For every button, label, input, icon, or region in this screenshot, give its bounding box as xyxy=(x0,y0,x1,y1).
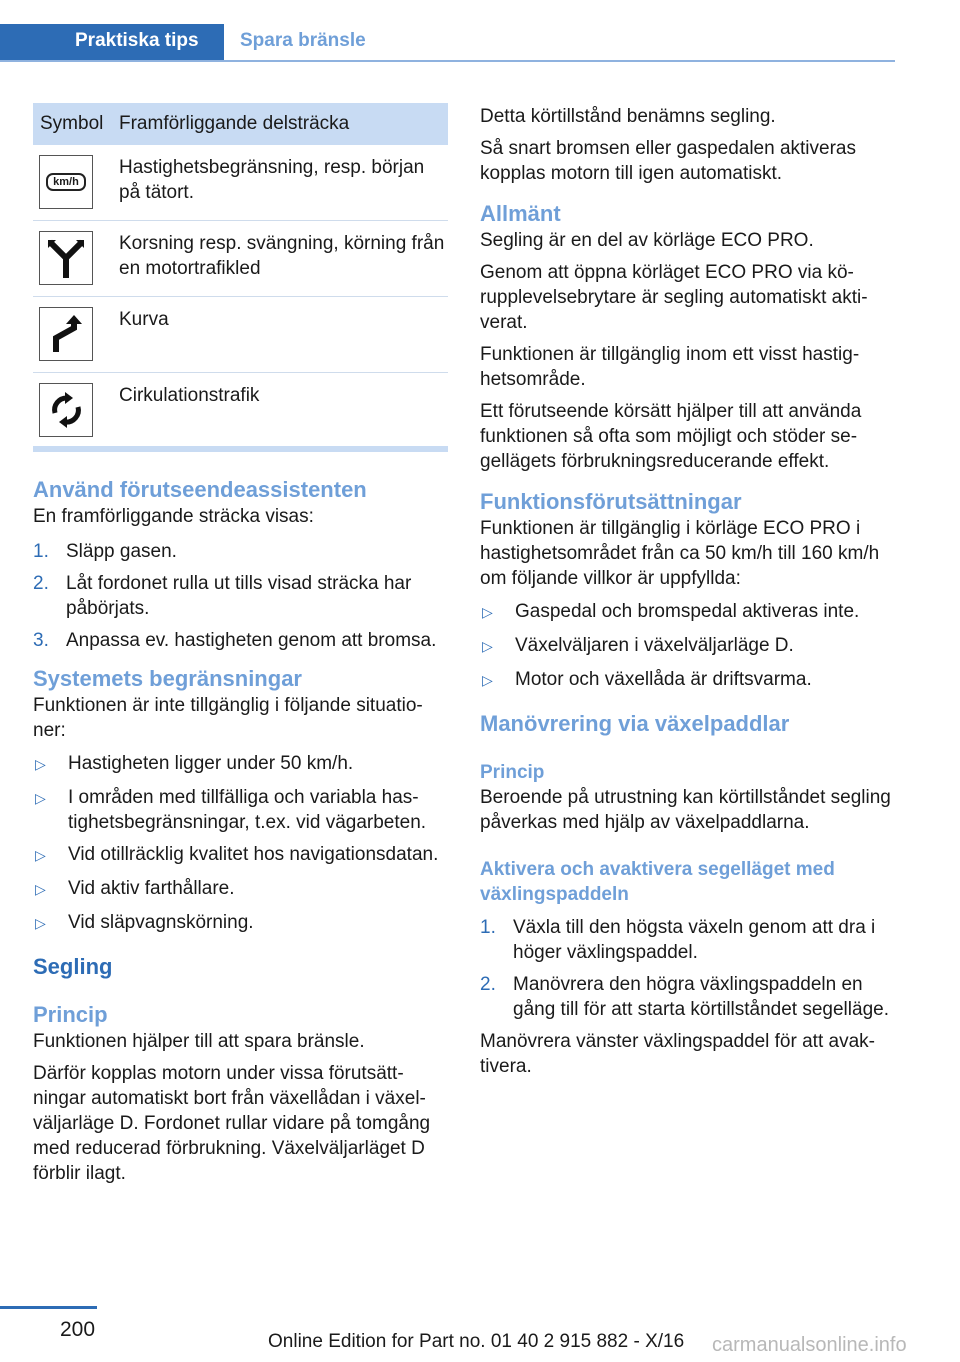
allmant-p2: Genom att öppna körläget ECO PRO via körupplevelsebrytare är segling automatiskt aktiverat. xyxy=(480,262,868,333)
list-item: ▷ Hastigheten ligger under 50 km/h. xyxy=(33,751,448,778)
left-column xyxy=(33,476,448,1193)
limits-intro: Funktionen är inte tillgänglig i följande situationer: xyxy=(33,695,423,741)
list-item: ▷ Växelväljaren i växelväljarläge D. xyxy=(480,633,895,660)
list-item: 1. Växla till den högsta växeln genom att dra i höger växlingspaddel. xyxy=(480,917,876,963)
list-item: 1. Släpp gasen. xyxy=(33,541,177,562)
edition-note: Online Edition for Part no. 01 40 2 915 882 - X/16 xyxy=(268,1331,685,1352)
forut-p: Funktionen är tillgänglig i körläge ECO PRO i hastighetsområdet från ca 50 km/h till 160 km/h om följande villkor är uppfyllda: xyxy=(480,518,880,589)
triangle-bullet-icon: ▷ xyxy=(35,790,46,806)
junction-icon xyxy=(39,231,93,285)
table-bottom-bar xyxy=(33,446,448,452)
heading-system-limits: Systemets begränsningar xyxy=(33,666,302,691)
triangle-bullet-icon: ▷ xyxy=(35,847,46,863)
list-item: ▷ I områden med tillfälliga och variabla hastighetsbegränsningar, t.ex. vid vägarbeten. xyxy=(35,787,427,833)
list-item: ▷ Vid aktiv farthållare. xyxy=(33,876,448,903)
table-row xyxy=(33,297,448,373)
allmant-p1: Segling är en del av körläge ECO PRO. xyxy=(480,230,814,251)
table-row xyxy=(33,373,448,449)
header-divider xyxy=(0,60,895,62)
list-item: 2. Manövrera den högra växlingspaddeln en gång till för att starta körtillståndet segelläge. xyxy=(480,974,889,1020)
footer-divider xyxy=(0,1306,97,1309)
triangle-bullet-icon: ▷ xyxy=(482,672,493,688)
heading-aktivera: Aktivera och avaktivera segelläget med växlingspaddeln xyxy=(480,859,835,905)
triangle-bullet-icon: ▷ xyxy=(35,915,46,931)
table-row xyxy=(33,221,448,297)
list-item: ▷ Vid släpvagnskörning. xyxy=(33,910,448,937)
steps-list xyxy=(33,539,448,653)
allmant-p3: Funktionen är tillgänglig inom ett visst hastighetsområde. xyxy=(480,344,860,390)
table-header-section: Framförliggande delsträcka xyxy=(113,103,448,145)
list-item: ▷ Motor och växellåda är driftsvarma. xyxy=(480,667,895,694)
table-cell-text: Cirkulationstrafik xyxy=(113,373,448,449)
table-header-row xyxy=(33,103,448,145)
conditions-list xyxy=(480,599,895,694)
heading-segling: Segling xyxy=(33,954,113,979)
triangle-bullet-icon: ▷ xyxy=(35,881,46,897)
princip-p2: Därför kopplas motorn under vissa förutsättningar automatiskt bort från växellådan i växelväljarläge D. Fordonet rullar vidare på tomgång med reducerad förbrukning. Växelväljarläget D förblir ilagt. xyxy=(33,1063,431,1184)
heading-manovrering: Manövrering via växelpaddlar xyxy=(480,711,790,736)
heading-use-assistant: Använd förutseendeassistenten xyxy=(33,477,367,502)
table-cell-text: Hastighetsbegränsning, resp. början på tätort. xyxy=(113,145,448,221)
page-number: 200 xyxy=(60,1318,96,1341)
segling-p2: Så snart bromsen eller gaspedalen aktiveras kopplas motorn till igen automatiskt. xyxy=(480,138,856,184)
list-item: 2. Låt fordonet rulla ut tills visad sträcka har påbörjats. xyxy=(33,573,412,619)
heading-princip: Princip xyxy=(33,1002,108,1027)
aktivera-steps xyxy=(480,915,895,1022)
princip-p1: Funktionen hjälper till att spara bränsle. xyxy=(33,1031,365,1052)
curve-icon xyxy=(39,307,93,361)
table-cell-text: Korsning resp. svängning, körning från en motortrafikled xyxy=(113,221,448,297)
right-column xyxy=(480,104,895,1086)
symbol-table xyxy=(33,103,448,449)
use-intro: En framförliggande sträcka visas: xyxy=(33,506,314,527)
table-cell-text: Kurva xyxy=(113,297,448,373)
header-tab-praktiska-tips xyxy=(0,24,224,61)
triangle-bullet-icon: ▷ xyxy=(35,756,46,772)
table-row xyxy=(33,145,448,221)
triangle-bullet-icon: ▷ xyxy=(482,638,493,654)
limits-list xyxy=(33,751,448,937)
table-header-symbol: Symbol xyxy=(33,103,113,145)
list-item: ▷ Gaspedal och bromspedal aktiveras inte. xyxy=(480,599,895,626)
list-item: ▷ Vid otillräcklig kvalitet hos navigationsdatan. xyxy=(33,842,448,869)
header-tab-active-label: Praktiska tips xyxy=(75,30,199,51)
aktivera-p: Manövrera vänster växlingspaddel för att avaktivera. xyxy=(480,1031,875,1077)
kmh-label: km/h xyxy=(46,173,86,191)
heading-allmant: Allmänt xyxy=(480,201,561,226)
manov-p: Beroende på utrustning kan körtillståndet segling påverkas med hjälp av växelpaddlarna. xyxy=(480,787,891,833)
header-tab-spara-bransle: Spara bränsle xyxy=(240,30,366,51)
segling-p1: Detta körtillstånd benämns segling. xyxy=(480,106,776,127)
watermark: carmanualsonline.info xyxy=(712,1334,907,1356)
speed-limit-kmh-icon xyxy=(39,155,93,209)
allmant-p4: Ett förutseende körsätt hjälper till att använda funktionen så ofta som möjligt och stöder segellägets förbrukningsreducerande effekt. xyxy=(480,401,862,472)
triangle-bullet-icon: ▷ xyxy=(482,604,493,620)
roundabout-icon xyxy=(39,383,93,437)
list-item: 3. Anpassa ev. hastigheten genom att bromsa. xyxy=(33,630,437,651)
heading-forutsattningar: Funktionsförutsättningar xyxy=(480,489,742,514)
heading-princip-right: Princip xyxy=(480,762,545,783)
page-header xyxy=(0,0,895,62)
